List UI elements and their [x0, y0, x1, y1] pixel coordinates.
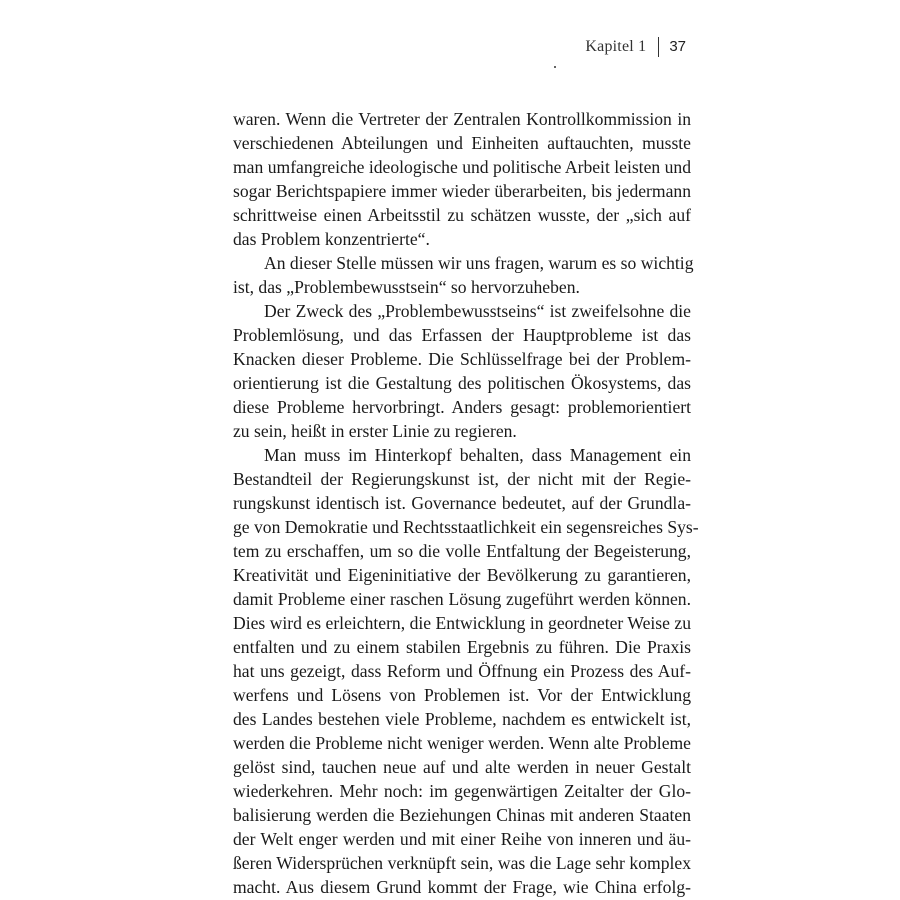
text-line: macht. Aus diesem Grund kommt der Frage, wie China erfolg-	[233, 877, 691, 897]
text-line: Bestandteil der Regierungskunst ist, der nicht mit der Regie-	[233, 469, 691, 489]
paragraph	[233, 299, 691, 443]
text-line: Knacken dieser Probleme. Die Schlüsselfrage bei der Problem-	[233, 349, 691, 369]
text-line: zu sein, heißt in erster Linie zu regieren.	[233, 421, 517, 441]
text-line: verschiedenen Abteilungen und Einheiten auftauchten, musste	[233, 133, 691, 153]
text-line: werfens und Lösens von Problemen ist. Vor der Entwicklung	[233, 685, 691, 705]
text-line: hat uns gezeigt, dass Reform und Öffnung ein Prozess des Auf-	[233, 661, 691, 681]
stray-mark	[554, 66, 556, 68]
text-line: werden die Probleme nicht weniger werden. Wenn alte Probleme	[233, 733, 691, 753]
paragraph	[233, 251, 694, 299]
chapter-label: Kapitel 1	[585, 38, 647, 55]
text-line: ge von Demokratie und Rechtsstaatlichkeit ein segensreiches Sys-	[233, 517, 699, 537]
text-line: des Landes bestehen viele Probleme, nachdem es entwickelt ist,	[233, 709, 691, 729]
text-line: das Problem konzentrierte“.	[233, 229, 430, 249]
running-head	[585, 37, 686, 57]
page-number: 37	[669, 38, 686, 55]
text-line: An dieser Stelle müssen wir uns fragen, warum es so wichtig	[264, 253, 694, 273]
paragraph	[233, 443, 699, 899]
text-line: gelöst sind, tauchen neue auf und alte werden in neuer Gestalt	[233, 757, 691, 777]
text-line: Kreativität und Eigeninitiative der Bevölkerung zu garantieren,	[233, 565, 691, 585]
text-line: waren. Wenn die Vertreter der Zentralen Kontrollkommission in	[233, 109, 691, 129]
header-separator	[658, 37, 659, 57]
text-line: Man muss im Hinterkopf behalten, dass Management ein	[264, 445, 691, 465]
text-line: wiederkehren. Mehr noch: im gegenwärtigen Zeitalter der Glo-	[233, 781, 691, 801]
text-line: damit Probleme einer raschen Lösung zugeführt werden können.	[233, 589, 691, 609]
text-line: man umfangreiche ideologische und politische Arbeit leisten und	[233, 157, 691, 177]
text-line: Dies wird es erleichtern, die Entwicklung in geordneter Weise zu	[233, 613, 691, 633]
text-line: entfalten und zu einem stabilen Ergebnis zu führen. Die Praxis	[233, 637, 691, 657]
text-line: schrittweise einen Arbeitsstil zu schätzen wusste, der „sich auf	[233, 205, 691, 225]
text-line: ist, das „Problembewusstsein“ so hervorzuheben.	[233, 277, 580, 297]
text-line: diese Probleme hervorbringt. Anders gesagt: problemorientiert	[233, 397, 691, 417]
text-line: Der Zweck des „Problembewusstseins“ ist zweifelsohne die	[264, 301, 691, 321]
body-text	[233, 107, 699, 899]
text-line: balisierung werden die Beziehungen Chinas mit anderen Staaten	[233, 805, 691, 825]
text-line: der Welt enger werden und mit einer Reihe von inneren und äu-	[233, 829, 691, 849]
text-line: ßeren Widersprüchen verknüpft sein, was die Lage sehr komplex	[233, 853, 691, 873]
text-line: rungskunst identisch ist. Governance bedeutet, auf der Grundla-	[233, 493, 691, 513]
text-line: Problemlösung, und das Erfassen der Hauptprobleme ist das	[233, 325, 691, 345]
text-line: orientierung ist die Gestaltung des politischen Ökosystems, das	[233, 373, 691, 393]
paragraph	[233, 107, 691, 251]
text-line: tem zu erschaffen, um so die volle Entfaltung der Begeisterung,	[233, 541, 691, 561]
text-line: sogar Berichtspapiere immer wieder überarbeiten, bis jedermann	[233, 181, 691, 201]
